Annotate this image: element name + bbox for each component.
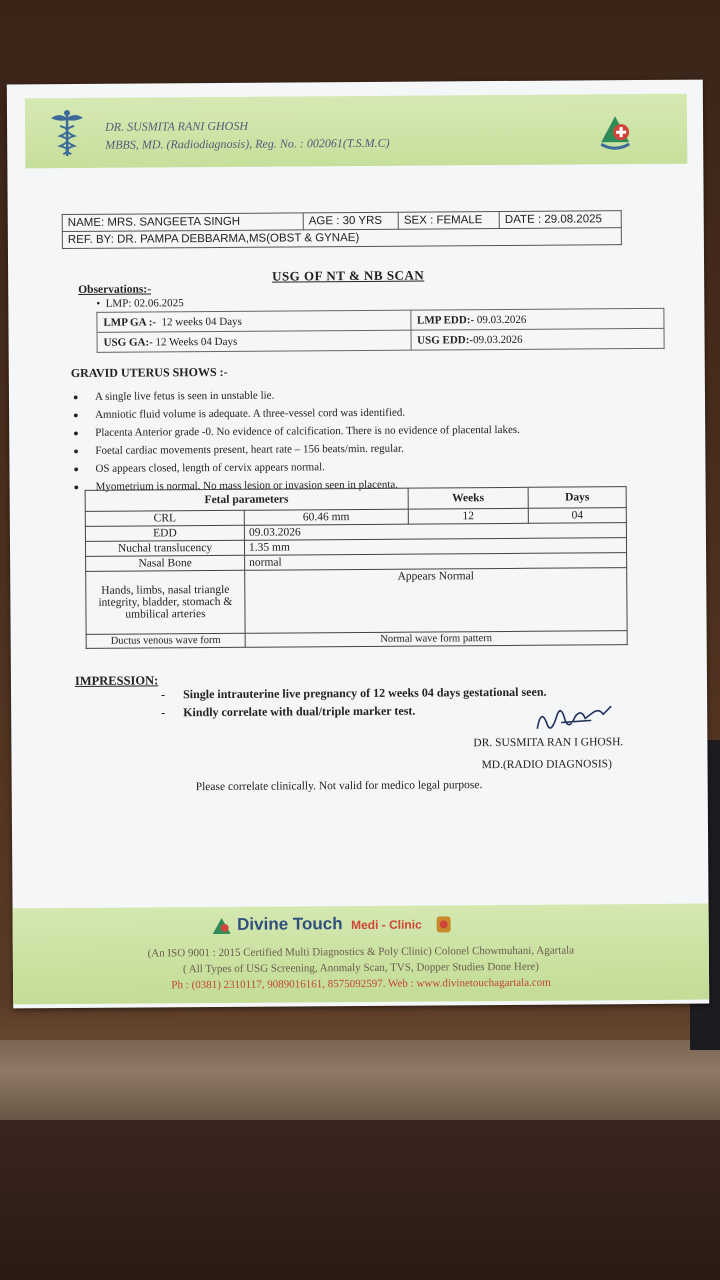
nasal-bone-label: Nasal Bone [86,555,245,571]
lmp-edd-cell [410,308,664,330]
footer-brand [211,913,453,935]
anatomy-label: Hands, limbs, nasal triangle integrity, bladder, stomach & umbilical arteries [86,570,245,634]
patient-info-table [62,210,622,249]
desk-edge [0,1040,720,1120]
clinic-logo-icon [595,112,635,152]
referred-by: REF. BY: DR. PAMPA DEBBARMA,MS(OBST & GYNAE) [62,228,621,249]
fetal-parameters-table [85,486,628,649]
lmp-ga-label: LMP GA :- [103,315,157,329]
doctor-qualification: MBBS, MD. (Radiodiagnosis), Reg. No. : 002061(T.S.M.C) [105,135,390,152]
usg-ga-value: 12 Weeks 04 Days [155,335,238,348]
list-item: ● OS appears closed, length of cervix appears normal. [73,457,520,478]
header-weeks: Weeks [408,487,529,509]
lmp-date-text: LMP: 02.06.2025 [105,297,184,310]
emblem-icon [434,914,452,934]
list-item: ● A single live fetus is seen in unstable lie. [73,385,520,406]
impression-text: Single intrauterine live pregnancy of 12 weeks 04 days gestational seen. [182,684,547,702]
header-days: Days [528,487,626,509]
table-row [86,631,627,649]
lmp-edd-label: LMP EDD:- [416,313,475,327]
disclaimer-note: Please correlate clinically. Not valid for medico legal purpose. [195,779,483,794]
footer-services-line: ( All Types of USG Screening, Anomaly Scan, TVS, Dopper Studies Done Here) [182,960,539,976]
report-title: USG OF NT & NB SCAN [271,267,425,284]
list-item [161,683,547,704]
gravid-uterus-heading: GRAVID UTERUS SHOWS :- [70,364,228,381]
usg-edd-value: 09.03.2026 [473,333,523,346]
impression-list [161,683,547,722]
nt-label: Nuchal translucency [85,540,244,556]
divine-touch-logo-icon [211,916,233,936]
list-item: ● Foetal cardiac movements present, heart rate – 156 beats/min. regular. [73,439,520,460]
list-item: ● Placenta Anterior grade -0. No evidence of calcification. There is no evidence of placental lakes. [73,421,520,442]
ductus-value: Normal wave form pattern [245,631,627,648]
impression-dash: - [161,705,166,720]
nasal-bone-value: normal [245,553,627,571]
ductus-label: Ductus venous wave form [86,633,245,648]
brand-subtitle: Medi - Clinic [351,917,422,933]
patient-sex: SEX : FEMALE [398,212,499,230]
usg-edd-label: USG EDD:- [417,333,474,347]
lmp-date: • LMP: 02.06.2025 [96,297,184,310]
crl-days: 04 [528,508,626,524]
list-item [161,701,547,722]
anatomy-value: Appears Normal [245,568,627,634]
doctor-name: DR. SUSMITA RANI GHOSH [105,118,249,134]
nt-value: 1.35 mm [244,538,626,556]
signatory-qualification: MD.(RADIO DIAGNOSIS) [481,758,612,772]
lmp-ga-value: 12 weeks 04 Days [161,315,242,328]
header-fetal-parameters: Fetal parameters [85,488,408,511]
usg-edd-cell [411,328,665,350]
patient-age: AGE : 30 YRS [303,212,398,230]
crl-weeks: 12 [408,508,529,524]
impression-label: IMPRESSION: [74,673,159,688]
signatory-name: DR. SUSMITA RAN I GHOSH. [473,736,624,750]
usg-ga-cell [97,330,411,352]
gestation-table [96,308,664,353]
letterhead-footer [13,904,710,1005]
lmp-ga-cell [97,310,411,332]
letterhead-header [25,94,687,169]
report-sheet [7,80,709,1009]
caduceus-icon [47,108,87,158]
observations-label: Observations:- [78,283,152,296]
table-row [86,568,627,635]
brand-name: Divine Touch [237,914,343,934]
crl-value: 60.46 mm [244,509,408,525]
footer-iso-line: (An ISO 9001 : 2015 Certified Multi Diagnostics & Poly Clinic) Colonel Chowmuhani, Agartala [147,944,575,960]
signature-icon [531,700,621,737]
findings-list [73,385,520,496]
edd-label: EDD [85,525,244,541]
usg-ga-label: USG GA:- [103,335,153,349]
list-item: ● Myometrium is normal. No mass lesion or invasion seen in placenta. [74,475,521,496]
crl-label: CRL [85,510,244,526]
footer-contact-line: Ph : (0381) 2310117, 9089016161, 8575092597. Web : www.divinetouchagartala.com [171,976,551,992]
impression-text: Kindly correlate with dual/triple marker test. [183,703,416,720]
patient-name: NAME: MRS. SANGEETA SINGH [62,213,303,232]
list-item: ● Amniotic fluid volume is adequate. A three-vessel cord was identified. [73,403,520,424]
lmp-edd-value: 09.03.2026 [476,313,527,326]
impression-dash: - [160,687,166,702]
report-date: DATE : 29.08.2025 [499,211,621,229]
edd-value: 09.03.2026 [244,523,626,541]
